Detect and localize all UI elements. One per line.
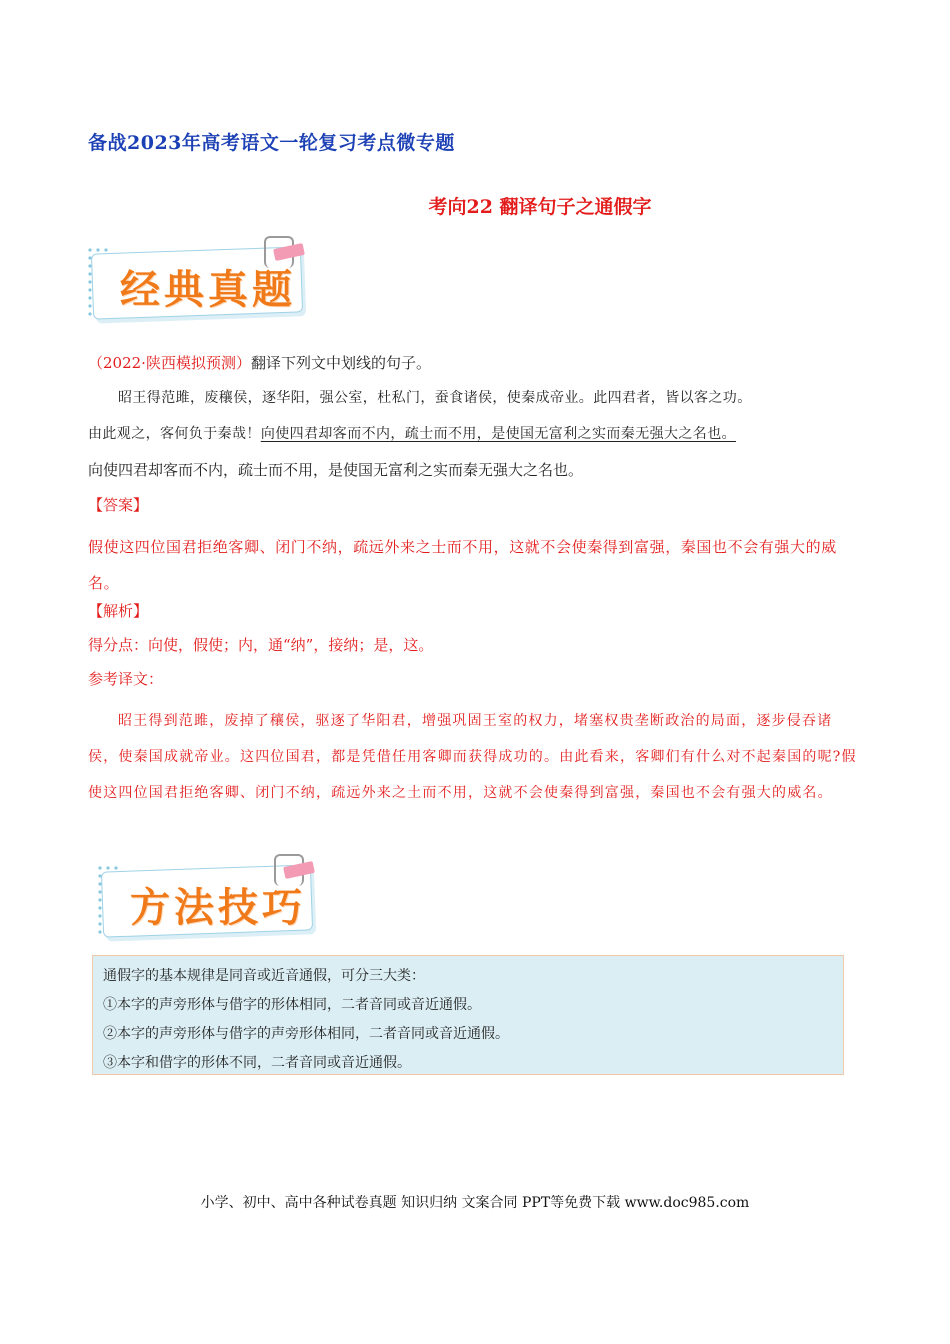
reference-translation: 昭王得到范雎，废掉了穰侯，驱逐了华阳君，增强巩固王室的权力，堵塞权贵垄断政治的局面，逐步侵吞诸侯，使秦国成就帝业。这四位国君，都是凭借任用客卿而获得成功的。由此看来，客卿们有什么对不起秦国的呢?假使这四位国君拒绝客卿、闭门不纳，疏远外来之土而不用，这就不会使秦得到富强，秦国也不会有强大的威名。 [88,713,857,801]
passage-line-1: 昭王得范雎，废穰侯，逐华阳，强公室，杜私门，蚕食诸侯，使秦成帝业。此四君者，皆以客之功。 [118,390,752,406]
banner-label: 方法技巧 [130,885,306,931]
method-tips-box [92,955,844,1075]
series-title: 备战2023年高考语文一轮复习考点微专题 [88,132,455,154]
question-source: （2022·陕西模拟预测） [88,354,251,372]
footer-text: 小学、初中、高中各种试卷真题 知识归纳 文案合同 PPT等免费下载 www.doc985.com [200,1195,750,1211]
method-line: ③本字和借字的形体不同，二者音同或音近通假。 [103,1055,411,1071]
passage-underlined: 向使四君却客而不内，疏士而不用，是使国无富利之实而秦无强大之名也。 [260,426,737,442]
answer-text: 假使这四位国君拒绝客卿、闭门不纳，疏远外来之士而不用，这就不会使秦得到富强，秦国也不会有强大的威名。 [88,538,837,592]
method-line: 通假字的基本规律是同音或近音通假，可分三大类： [103,968,425,984]
analysis-heading: 【解析】 [88,602,149,620]
topic-title-text: 考向22 翻译句子之通假字 [428,196,652,218]
target-sentence: 向使四君却客而不内，疏士而不用，是使国无富利之实而秦无强大之名也。 [88,461,584,479]
topic-title [0,192,950,219]
classic-banner [86,240,308,318]
passage-plain: 由此观之，客何负于秦哉！ [88,426,261,442]
banner-label: 经典真题 [120,267,296,313]
answer-heading: 【答案】 [88,496,149,514]
method-line: ①本字的声旁形体与借字的形体相同，二者音同或音近通假。 [103,997,481,1013]
method-banner [96,858,318,936]
analysis-points: 得分点：向使，假使；内，通“纳”，接纳；是，这。 [88,636,434,654]
question-instruction: 翻译下列文中划线的句子。 [250,354,431,372]
reference-translation-label: 参考译文： [88,670,164,688]
question-header [88,353,860,373]
passage-line-2 [88,424,860,444]
method-line: ②本字的声旁形体与借字的声旁形体相同，二者音同或音近通假。 [103,1026,509,1042]
